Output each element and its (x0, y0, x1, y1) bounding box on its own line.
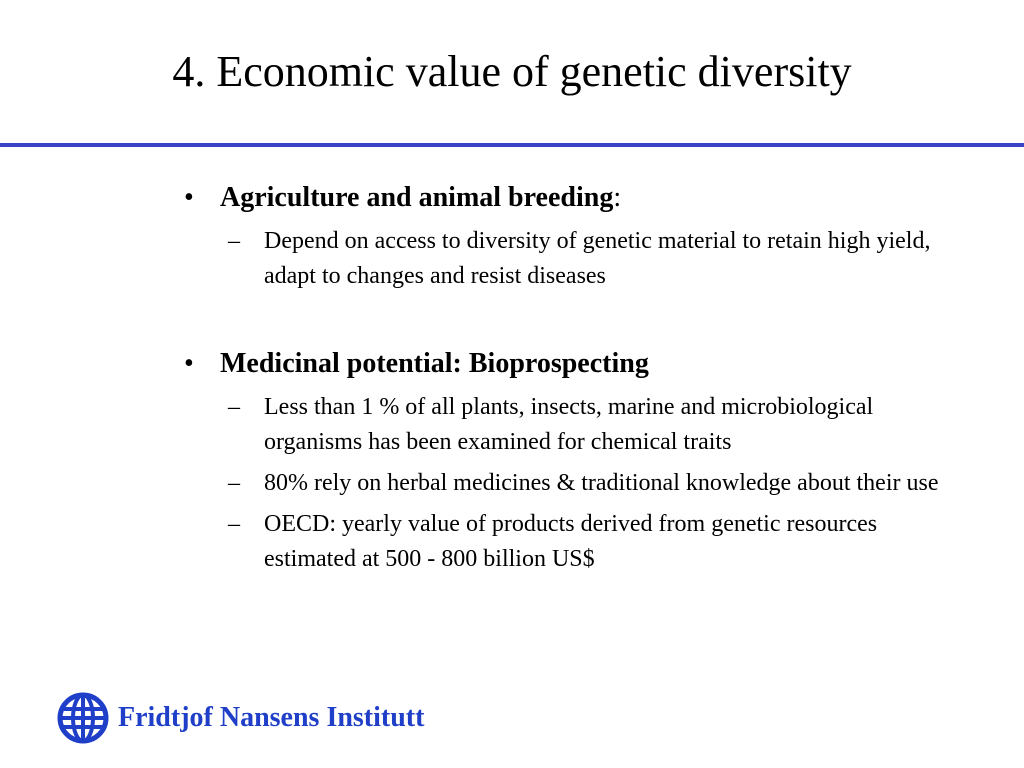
sub-item (184, 224, 944, 294)
sub-item-text: Depend on access to diversity of genetic material to retain high yield, adapt to changes and resist diseases (264, 228, 931, 289)
sub-item (184, 466, 944, 501)
footer-institute-name: Fridtjof Nansens Institutt (118, 702, 425, 733)
sub-marker: – (228, 511, 240, 537)
bullet-marker: • (184, 182, 194, 213)
sub-marker: – (228, 470, 240, 496)
globe-icon (56, 691, 110, 745)
sub-marker: – (228, 394, 240, 420)
spacer (184, 300, 944, 344)
bullet-agriculture (184, 178, 944, 218)
sub-list-medicinal (184, 390, 944, 577)
bullet-medicinal (184, 344, 944, 384)
sub-item-text: OECD: yearly value of products derived from genetic resources estimated at 500 - 800 billion US$ (264, 511, 878, 572)
footer-logo (56, 690, 424, 746)
bullet-heading: Agriculture and animal breeding (220, 182, 614, 213)
slide-title: 4. Economic value of genetic diversity (172, 47, 852, 96)
title-divider (0, 143, 1024, 147)
sub-item-text: Less than 1 % of all plants, insects, marine and microbiological organisms has been examined for chemical traits (264, 394, 874, 455)
sub-item-text: 80% rely on herbal medicines & traditional knowledge about their use (264, 470, 939, 496)
bullet-heading-suffix: : (613, 182, 622, 213)
slide-content (184, 178, 944, 583)
sub-item (184, 507, 944, 577)
bullet-heading: Medicinal potential: Bioprospecting (220, 348, 649, 379)
bullet-marker: • (184, 348, 194, 379)
sub-item (184, 390, 944, 460)
sub-list-agriculture (184, 224, 944, 294)
sub-marker: – (228, 228, 240, 254)
